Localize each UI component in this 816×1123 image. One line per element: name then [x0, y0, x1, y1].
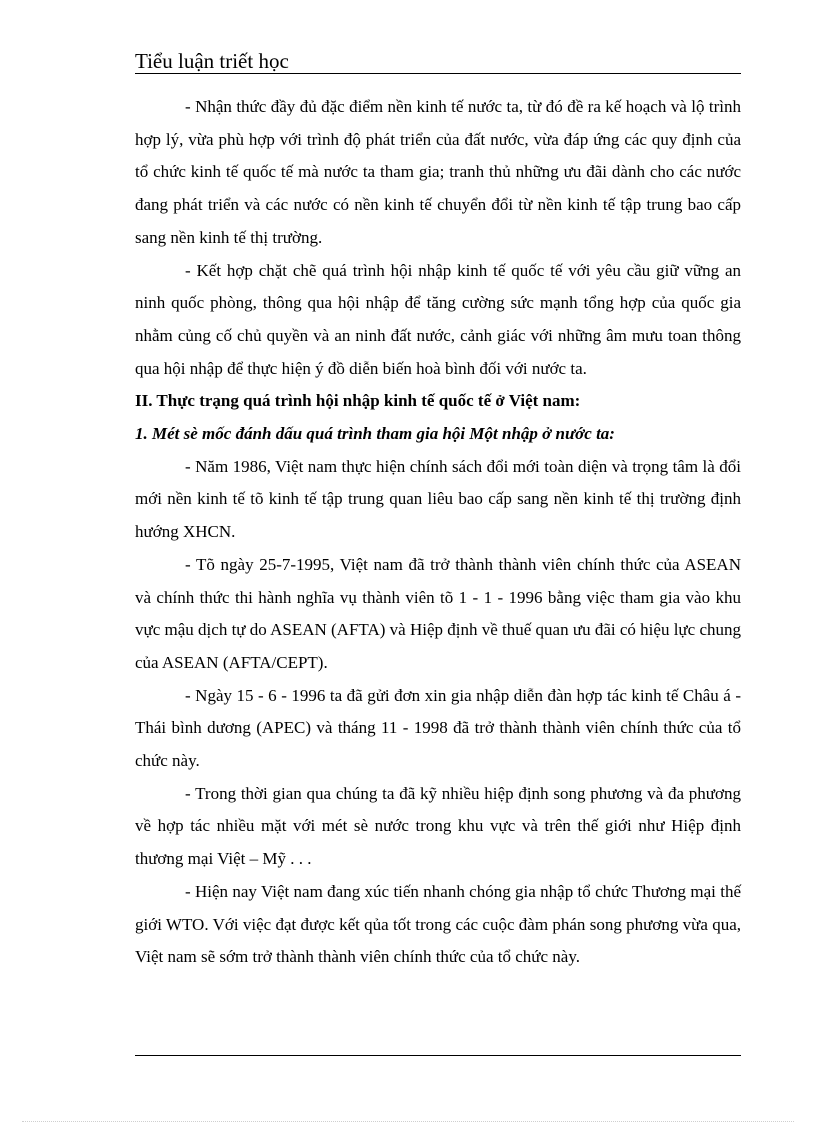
paragraph-apec: - Ngày 15 - 6 - 1996 ta đã gửi đơn xin gia nhập diễn đàn hợp tác kinh tế Châu á - Thái bình dương (APEC) và tháng 11 - 1998 đã trở thành thành viên chính thức của tổ chức này. [135, 685, 741, 771]
paragraph-security: - Kết hợp chặt chẽ quá trình hội nhập kinh tế quốc tế với yêu cầu giữ vững an ninh quốc phòng, thông qua hội nhập để tăng cường sức mạnh tổng hợp của quốc gia nhằm củng cố chủ quyền và an ninh đất nước, cảnh giác với những âm mưu toan thông qua hội nhập để thực hiện ý đồ diễn biến hoà bình đối với nước ta. [135, 260, 741, 378]
paragraph-1986: - Năm 1986, Việt nam thực hiện chính sách đổi mới toàn diện và trọng tâm là đổi mới nền kinh tế tõ kinh tế tập trung quan liêu bao cấp sang nền kinh tế thị trường định hướng XHCN. [135, 456, 741, 542]
header-rule [135, 73, 741, 74]
paragraph-knowledge: - Nhận thức đầy đủ đặc điểm nền kinh tế nước ta, từ đó đề ra kế hoạch và lộ trình hợp lý, vừa phù hợp với trình độ phát triển của đất nước, vừa đáp ứng các quy định của tổ chức kinh tế quốc tế mà nước ta tham gia; tranh thủ những ưu đãi dành cho các nước đang phát triển và các nước có nền kinh tế chuyển đổi từ nền kinh tế tập trung bao cấp sang nền kinh tế thị trường. [135, 97, 741, 247]
paragraph-wto: - Hiện nay Việt nam đang xúc tiến nhanh chóng gia nhập tổ chức Thương mại thế giới WTO. Với việc đạt được kết qủa tốt trong các cuộc đàm phán song phương vừa qua, Việt nam sẽ sớm trở thành thành viên chính thức của tổ chức này. [135, 881, 741, 967]
footer-rule [135, 1055, 741, 1056]
paragraph-agreements: - Trong thời gian qua chúng ta đã kỹ nhiều hiệp định song phương và đa phương về hợp tác nhiều mặt với mét sè nước trong khu vực và trên thế giới như Hiệp định thương mại Việt – Mỹ . . . [135, 783, 741, 869]
document-body [135, 91, 741, 974]
page-edge [22, 1121, 794, 1122]
subsection-heading: 1. Mét sè mốc đánh dấu quá trình tham gia hội Một nhập ở nước ta: [135, 424, 615, 444]
document-header-title: Tiểu luận triết học [135, 49, 289, 73]
paragraph-asean: - Tõ ngày 25-7-1995, Việt nam đã trở thành thành viên chính thức của ASEAN và chính thức thi hành nghĩa vụ thành viên tõ 1 - 1 - 1996 bằng việc tham gia vào khu vực mậu dịch tự do ASEAN (AFTA) và Hiệp định về thuế quan ưu đãi có hiệu lực chung của ASEAN (AFTA/CEPT). [135, 554, 741, 672]
section-heading: II. Thực trạng quá trình hội nhập kinh tế quốc tế ở Việt nam: [135, 391, 581, 411]
